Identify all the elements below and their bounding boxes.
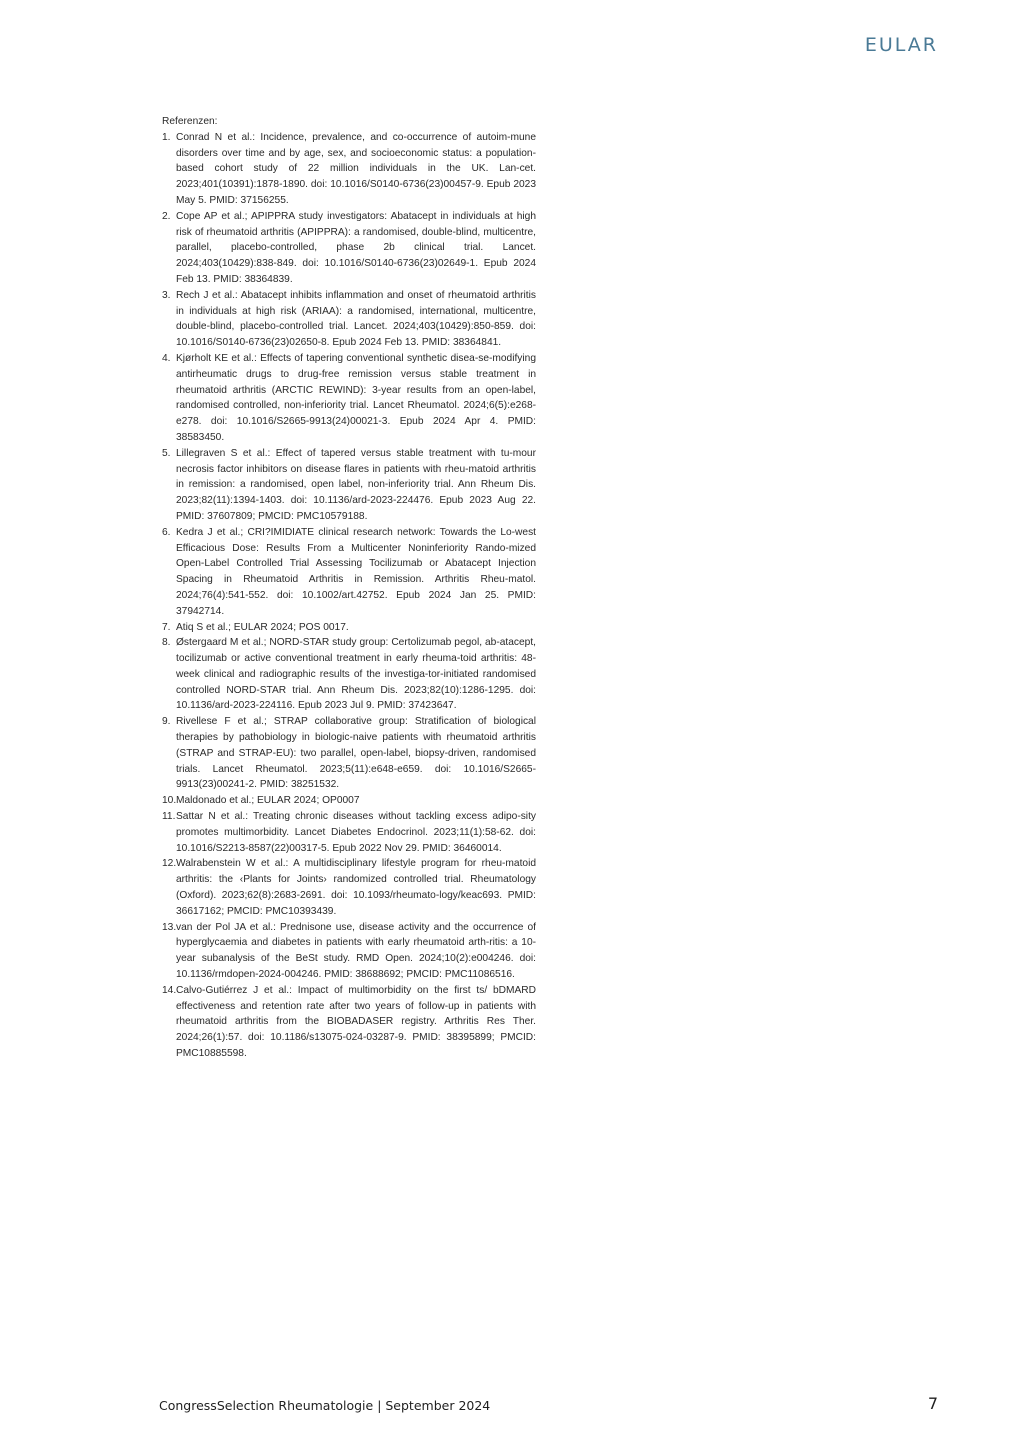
reference-number: 8. <box>162 637 171 649</box>
reference-number: 12. <box>162 858 177 870</box>
reference-item-8 <box>162 635 536 714</box>
references-list <box>162 130 536 1062</box>
eular-logo-text: EULAR <box>864 34 938 56</box>
reference-number: 5. <box>162 447 171 459</box>
reference-text: Cope AP et al.; APIPPRA study investigators: Abatacept in individuals at high risk of rheumatoid arthritis (APIPPRA): a randomised, double-blind, multicentre, parallel, placebo-controlled, phase 2b clinical trial. Lancet. 2024;403(10429):838-849. doi: 10.1016/S0140-6736(23)02649-1. Epub 2024 Feb 13. PMID: 38364839. <box>176 210 536 285</box>
reference-text: Rivellese F et al.; STRAP collaborative group: Stratification of biological therapies by pathobiology in biologic-naive patients with rheumatoid arthritis (STRAP and STRAP-EU): two parallel, open-label, biopsy-driven, randomised trials. Lancet Rheumatol. 2023;5(11):e648-e659. doi: 10.1016/S2665-9913(23)00241-2. PMID: 38251532. <box>176 716 536 791</box>
reference-text: Lillegraven S et al.: Effect of tapered versus stable treatment with tu-mour necrosis factor inhibitors on disease flares in patients with rheu-matoid arthritis in remission: a randomised, open label, non-inferiority trial. Ann Rheum Dis. 2023;82(11):1394-1403. doi: 10.1136/ard-2023-224476. Epub 2023 Aug 22. PMID: 37607809; PMCID: PMC10579188. <box>176 447 536 522</box>
reference-number: 7. <box>162 621 171 633</box>
reference-text: Atiq S et al.; EULAR 2024; POS 0017. <box>176 621 349 633</box>
references-section <box>162 114 536 1062</box>
reference-number: 9. <box>162 716 171 728</box>
reference-number: 11. <box>162 811 176 823</box>
reference-item-12 <box>162 856 536 919</box>
reference-text: Calvo-Gutiérrez J et al.: Impact of multimorbidity on the first ts/ bDMARD effectiveness and retention rate after two years of follow-up in patients with rheumatoid arthritis from the BIOBADASER registry. Arthritis Res Ther. 2024;26(1):57. doi: 10.1186/s13075-024-03287-9. PMID: 38395899; PMCID: PMC10885598. <box>176 984 536 1060</box>
reference-item-6 <box>162 525 536 620</box>
reference-item-1 <box>162 130 536 209</box>
reference-text: Maldonado et al.; EULAR 2024; OP0007 <box>176 795 360 807</box>
references-heading: Referenzen: <box>162 116 218 127</box>
reference-number: 14. <box>162 984 177 996</box>
reference-text: Østergaard M et al.; NORD-STAR study group: Certolizumab pegol, ab-atacept, tocilizumab or active conventional treatment in early rheuma-toid arthritis: 48-week clinical and radiographic results of the investiga-tor-initiated randomised controlled NORD-STAR trial. Ann Rheum Dis. 2023;82(10):1286-1295. doi: 10.1136/ard-2023-224116. Epub 2023 Jul 9. PMID: 37423647. <box>176 637 536 712</box>
reference-item-7 <box>162 620 536 636</box>
footer-publication-title: CongressSelection Rheumatologie | September 2024 <box>159 1398 491 1413</box>
reference-text: Kedra J et al.; CRI?IMIDIATE clinical research network: Towards the Lo-west Efficacious Dose: Results From a Multicenter Noninferiority Rando-mized Open-Label Controlled Trial Assessing Tocilizumab or Abatacept Injection Spacing in Rheumatoid Arthritis in Remission. Arthritis Rheu-matol. 2024;76(4):541-552. doi: 10.1002/art.42752. Epub 2024 Jan 25. PMID: 37942714. <box>176 526 536 617</box>
reference-item-11 <box>162 809 536 856</box>
reference-number: 2. <box>162 210 171 222</box>
reference-item-3 <box>162 288 536 351</box>
reference-item-10 <box>162 793 536 809</box>
reference-number: 6. <box>162 526 171 538</box>
page-number: 7 <box>927 1394 938 1413</box>
reference-item-4 <box>162 351 536 446</box>
reference-item-9 <box>162 714 536 793</box>
reference-number: 3. <box>162 289 171 301</box>
reference-number: 4. <box>162 352 171 364</box>
reference-text: Walrabenstein W et al.: A multidisciplinary lifestyle program for rheu-matoid arthritis: the ‹Plants for Joints› randomized controlled trial. Rheumatology (Oxford). 2023;62(8):2683-2691. doi: 10.1093/rheumato-logy/keac693. PMID: 36617162; PMCID: PMC10393439. <box>176 858 536 917</box>
reference-item-2 <box>162 209 536 288</box>
reference-text: Conrad N et al.: Incidence, prevalence, and co-occurrence of autoim-mune disorders over time and by age, sex, and socioeconomic status: a population-based cohort study of 22 million individuals in the UK. Lan-cet. 2023;401(10391):1878-1890. doi: 10.1016/S0140-6736(23)00457-9. Epub 2023 May 5. PMID: 37156255. <box>176 131 536 206</box>
reference-text: Kjørholt KE et al.: Effects of tapering conventional synthetic disea-se-modifying antirheumatic drugs to drug-free remission versus stable treatment in rheumatoid arthritis (ARCTIC REWIND): 3-year results from an open-label, randomised controlled, non-inferiority trial. Lancet Rheumatol. 2024;6(5):e268-e278. doi: 10.1016/S2665-9913(24)00021-3. Epub 2024 Apr 4. PMID: 38583450. <box>176 352 536 443</box>
reference-number: 10. <box>162 795 177 807</box>
reference-text: Sattar N et al.: Treating chronic diseases without tackling excess adipo-sity promotes multimorbidity. Lancet Diabetes Endocrinol. 2023;11(1):58-62. doi: 10.1016/S2213-8587(22)00317-5. Epub 2022 Nov 29. PMID: 36460014. <box>176 811 536 854</box>
reference-text: Rech J et al.: Abatacept inhibits inflammation and onset of rheumatoid arthritis in individuals at high risk (ARIAA): a randomised, international, multicentre, double-blind, placebo-controlled trial. Lancet. 2024;403(10429):850-859. doi: 10.1016/S0140-6736(23)02650-8. Epub 2024 Feb 13. PMID: 38364841. <box>176 289 536 349</box>
reference-text: van der Pol JA et al.: Prednisone use, disease activity and the occurrence of hyperglycaemia and diabetes in patients with early rheumatoid arth-ritis: a 10-year subanalysis of the BeSt study. RMD Open. 2024;10(2):e004246. doi: 10.1136/rmdopen-2024-004246. PMID: 38688692; PMCID: PMC11086516. <box>176 921 536 981</box>
reference-number: 13. <box>162 921 177 933</box>
reference-item-14 <box>162 983 536 1062</box>
reference-item-13 <box>162 920 536 983</box>
reference-number: 1. <box>162 131 171 143</box>
reference-item-5 <box>162 446 536 525</box>
